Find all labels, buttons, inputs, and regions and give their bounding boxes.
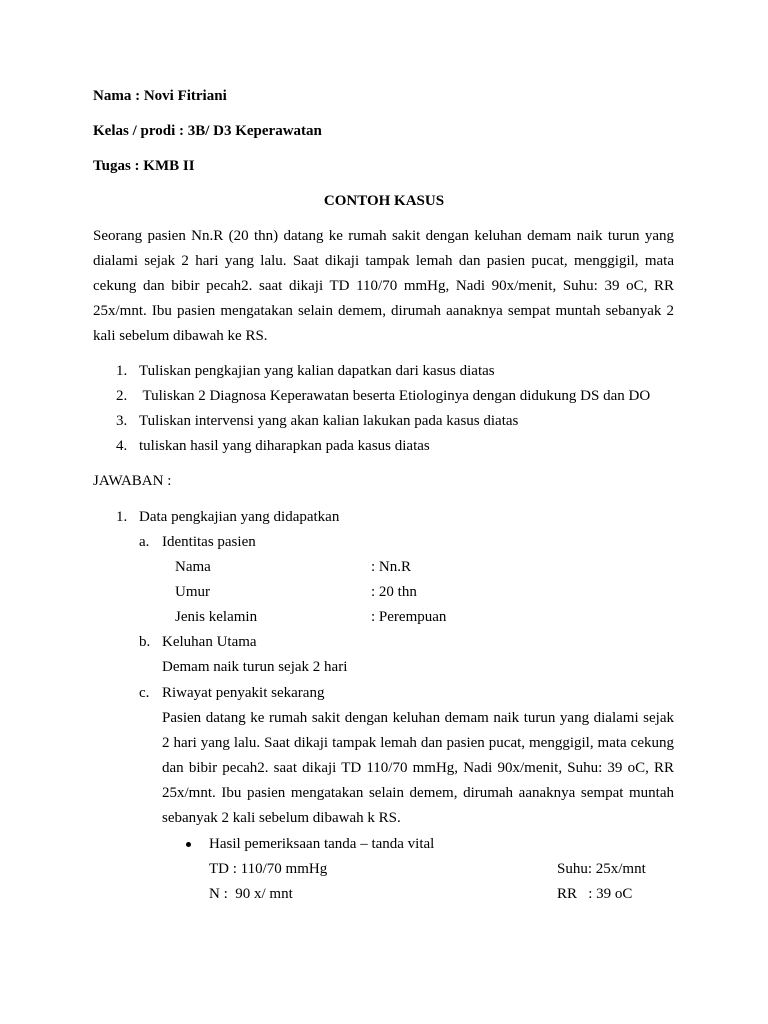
- question-text: Tuliskan pengkajian yang kalian dapatkan dari kasus diatas: [139, 363, 495, 379]
- vital-n: N : 90 x/ mnt: [209, 886, 293, 902]
- class-info: Kelas / prodi : 3B/ D3 Keperawatan: [93, 123, 322, 139]
- identity-label: Jenis kelamin: [175, 609, 258, 625]
- bullet-icon: [186, 842, 191, 847]
- identity-value: : 20 thn: [371, 584, 417, 600]
- answer-number: 1.: [116, 509, 128, 525]
- vital-td: TD : 110/70 mmHg: [209, 861, 328, 877]
- sub-letter: c.: [139, 685, 150, 701]
- question-text: Tuliskan 2 Diagnosa Keperawatan beserta Etiologinya dengan didukung DS dan DO: [139, 388, 651, 404]
- history-paragraph: Pasien datang ke rumah sakit dengan keluhan demam naik turun yang dialami sejak 2 hari yang lalu. Saat dikaji tampak lemah dan pasien pucat, menggigil, mata cekung dan bibir pecah2. saat dikaji TD 110/70 mmHg, Nadi 90x/menit, Suhu: 39 oC, RR 25x/mnt. Ibu pasien mengatakan selain demem, dirumah aanaknya sempat muntah sebanyak 2 kali sebelum dibawah k RS.: [162, 710, 674, 826]
- answer-title: Data pengkajian yang didapatkan: [139, 509, 340, 525]
- question-number: 2.: [116, 388, 128, 404]
- sub-title: Riwayat penyakit sekarang: [162, 685, 325, 701]
- student-name: Nama : Novi Fitriani: [93, 88, 227, 104]
- question-number: 4.: [116, 438, 128, 454]
- question-number: 3.: [116, 413, 128, 429]
- sub-title: Identitas pasien: [162, 534, 256, 550]
- sub-letter: b.: [139, 634, 151, 650]
- identity-value: : Nn.R: [371, 559, 412, 575]
- question-text: tuliskan hasil yang diharapkan pada kasus diatas: [139, 438, 430, 454]
- question-text: Tuliskan intervensi yang akan kalian lakukan pada kasus diatas: [139, 413, 519, 429]
- vitals-title: Hasil pemeriksaan tanda – tanda vital: [209, 836, 435, 852]
- vital-suhu: Suhu: 25x/mnt: [557, 861, 646, 877]
- question-number: 1.: [116, 363, 128, 379]
- sub-letter: a.: [139, 534, 150, 550]
- sub-title: Keluhan Utama: [162, 634, 257, 650]
- document-title: CONTOH KASUS: [323, 193, 445, 209]
- answer-heading: JAWABAN :: [93, 473, 172, 489]
- assignment-info: Tugas : KMB II: [93, 158, 195, 174]
- identity-label: Nama: [175, 559, 211, 575]
- identity-value: : Perempuan: [371, 609, 447, 625]
- sub-text: Demam naik turun sejak 2 hari: [162, 659, 348, 675]
- case-paragraph: Seorang pasien Nn.R (20 thn) datang ke rumah sakit dengan keluhan demam naik turun yang dialami sejak 2 hari yang lalu. Saat dikaji tampak lemah dan pasien pucat, menggigil, mata cekung dan bibir pecah2. saat dikaji TD 110/70 mmHg, Nadi 90x/menit, Suhu: 39 oC, RR 25x/mnt. Ibu pasien mengatakan selain demem, dirumah aanaknya sempat muntah sebanyak 2 kali sebelum dibawah ke RS.: [93, 228, 674, 344]
- identity-label: Umur: [175, 584, 210, 600]
- vital-rr: RR : 39 oC: [557, 886, 633, 902]
